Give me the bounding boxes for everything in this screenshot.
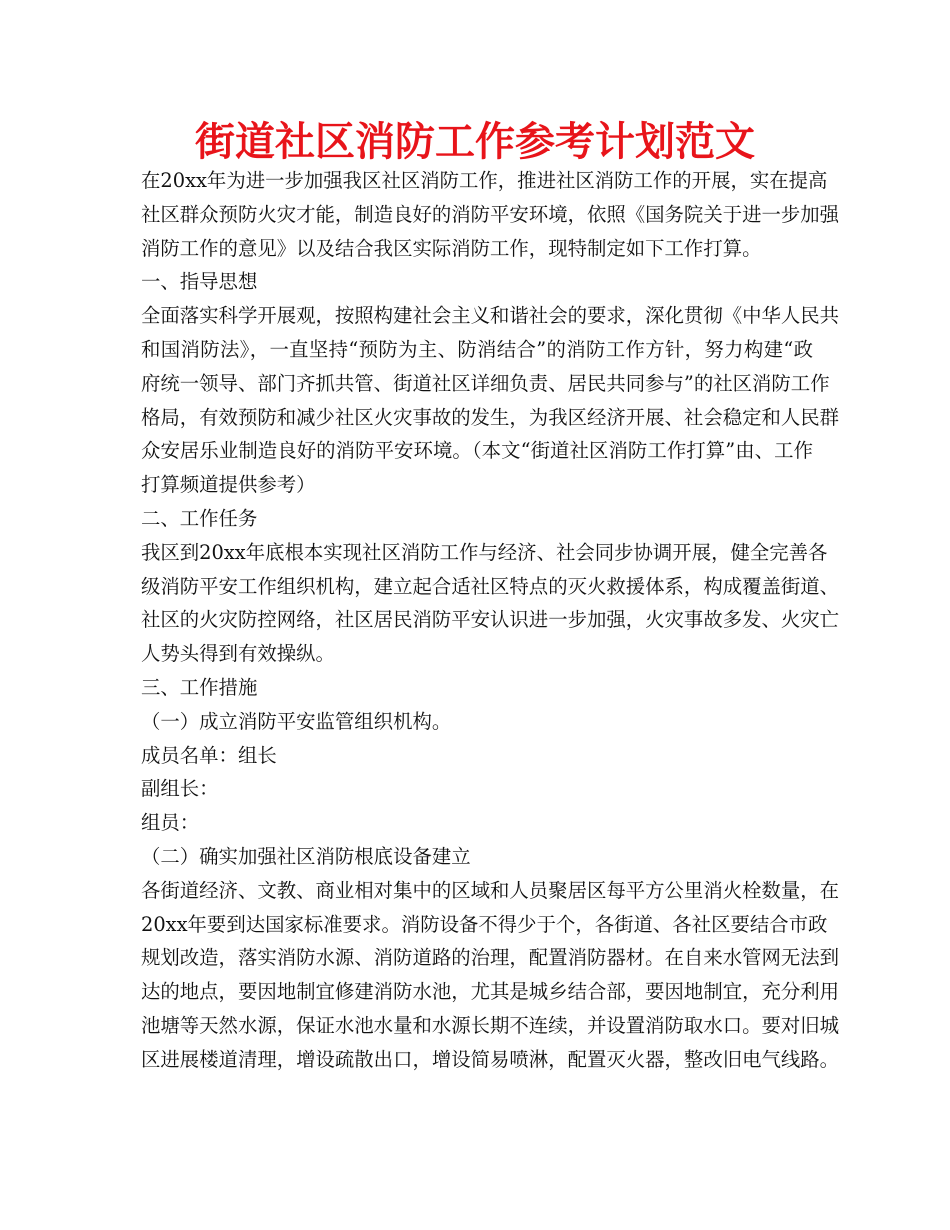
text-line: 池塘等天然水源，保证水池水量和水源长期不连续，并设置消防取水口。要对旧城 bbox=[141, 1013, 840, 1037]
text-line: 社区群众预防火灾才能，制造良好的消防平安环境，依照《国务院关于进一步加强 bbox=[141, 202, 840, 226]
text-line: 区进展楼道清理，增设疏散出口，增设简易喷淋，配置灭火器，整改旧电气线路。 bbox=[141, 1047, 840, 1071]
text-line: 格局，有效预防和减少社区火灾事故的发生，为我区经济开展、社会稳定和人民群 bbox=[141, 405, 840, 429]
text-line: 各街道经济、文教、商业相对集中的区域和人员聚居区每平方公里消火栓数量，在 bbox=[141, 878, 840, 902]
text-line: （一）成立消防平安监管组织机构。 bbox=[141, 709, 452, 733]
text-line: 成员名单：组长 bbox=[141, 743, 277, 767]
document-body bbox=[141, 164, 840, 1077]
text-line: 达的地点，要因地制宜修建消防水池，尤其是城乡结合部，要因地制宜，充分利用 bbox=[141, 980, 840, 1004]
text-line: 我区到20xx年底根本实现社区消防工作与经济、社会同步协调开展，健全完善各 bbox=[141, 540, 828, 564]
text-line: 组员： bbox=[141, 811, 200, 835]
text-line: 全面落实科学开展观，按照构建社会主义和谐社会的要求，深化贯彻《中华人民共 bbox=[141, 304, 840, 328]
text-line: （二）确实加强社区消防根底设备建立 bbox=[141, 844, 471, 868]
text-line: 社区的火灾防控网络，社区居民消防平安认识进一步加强，火灾事故多发、火灾亡 bbox=[141, 608, 840, 632]
text-line: 和国消防法》，一直坚持“预防为主、防消结合”的消防工作方针，努力构建“政 bbox=[141, 337, 813, 361]
text-line: 三、工作措施 bbox=[141, 675, 258, 699]
text-line: 府统一领导、部门齐抓共管、街道社区详细负责、居民共同参与”的社区消防工作 bbox=[141, 371, 830, 395]
text-line: 二、工作任务 bbox=[141, 506, 258, 530]
text-line: 20xx年要到达国家标准要求。消防设备不得少于个，各街道、各社区要结合市政 bbox=[141, 912, 828, 936]
text-line: 级消防平安工作组织机构，建立起合适社区特点的灭火救援体系，构成覆盖街道、 bbox=[141, 574, 840, 598]
text-line: 消防工作的意见》以及结合我区实际消防工作，现特制定如下工作打算。 bbox=[141, 236, 762, 260]
text-line: 副组长： bbox=[141, 777, 219, 801]
text-line: 人势头得到有效操纵。 bbox=[141, 642, 335, 666]
text-line: 规划改造，落实消防水源、消防道路的治理，配置消防器材。在自来水管网无法到 bbox=[141, 946, 840, 970]
text-line: 打算频道提供参考） bbox=[141, 473, 316, 497]
document-title: 街道社区消防工作参考计划范文 bbox=[195, 119, 755, 165]
text-line: 众安居乐业制造良好的消防平安环境。（本文“街道社区消防工作打算”由、工作 bbox=[141, 439, 813, 463]
text-line: 一、指导思想 bbox=[141, 270, 258, 294]
text-line: 在20xx年为进一步加强我区社区消防工作，推进社区消防工作的开展，实在提高 bbox=[141, 169, 828, 192]
